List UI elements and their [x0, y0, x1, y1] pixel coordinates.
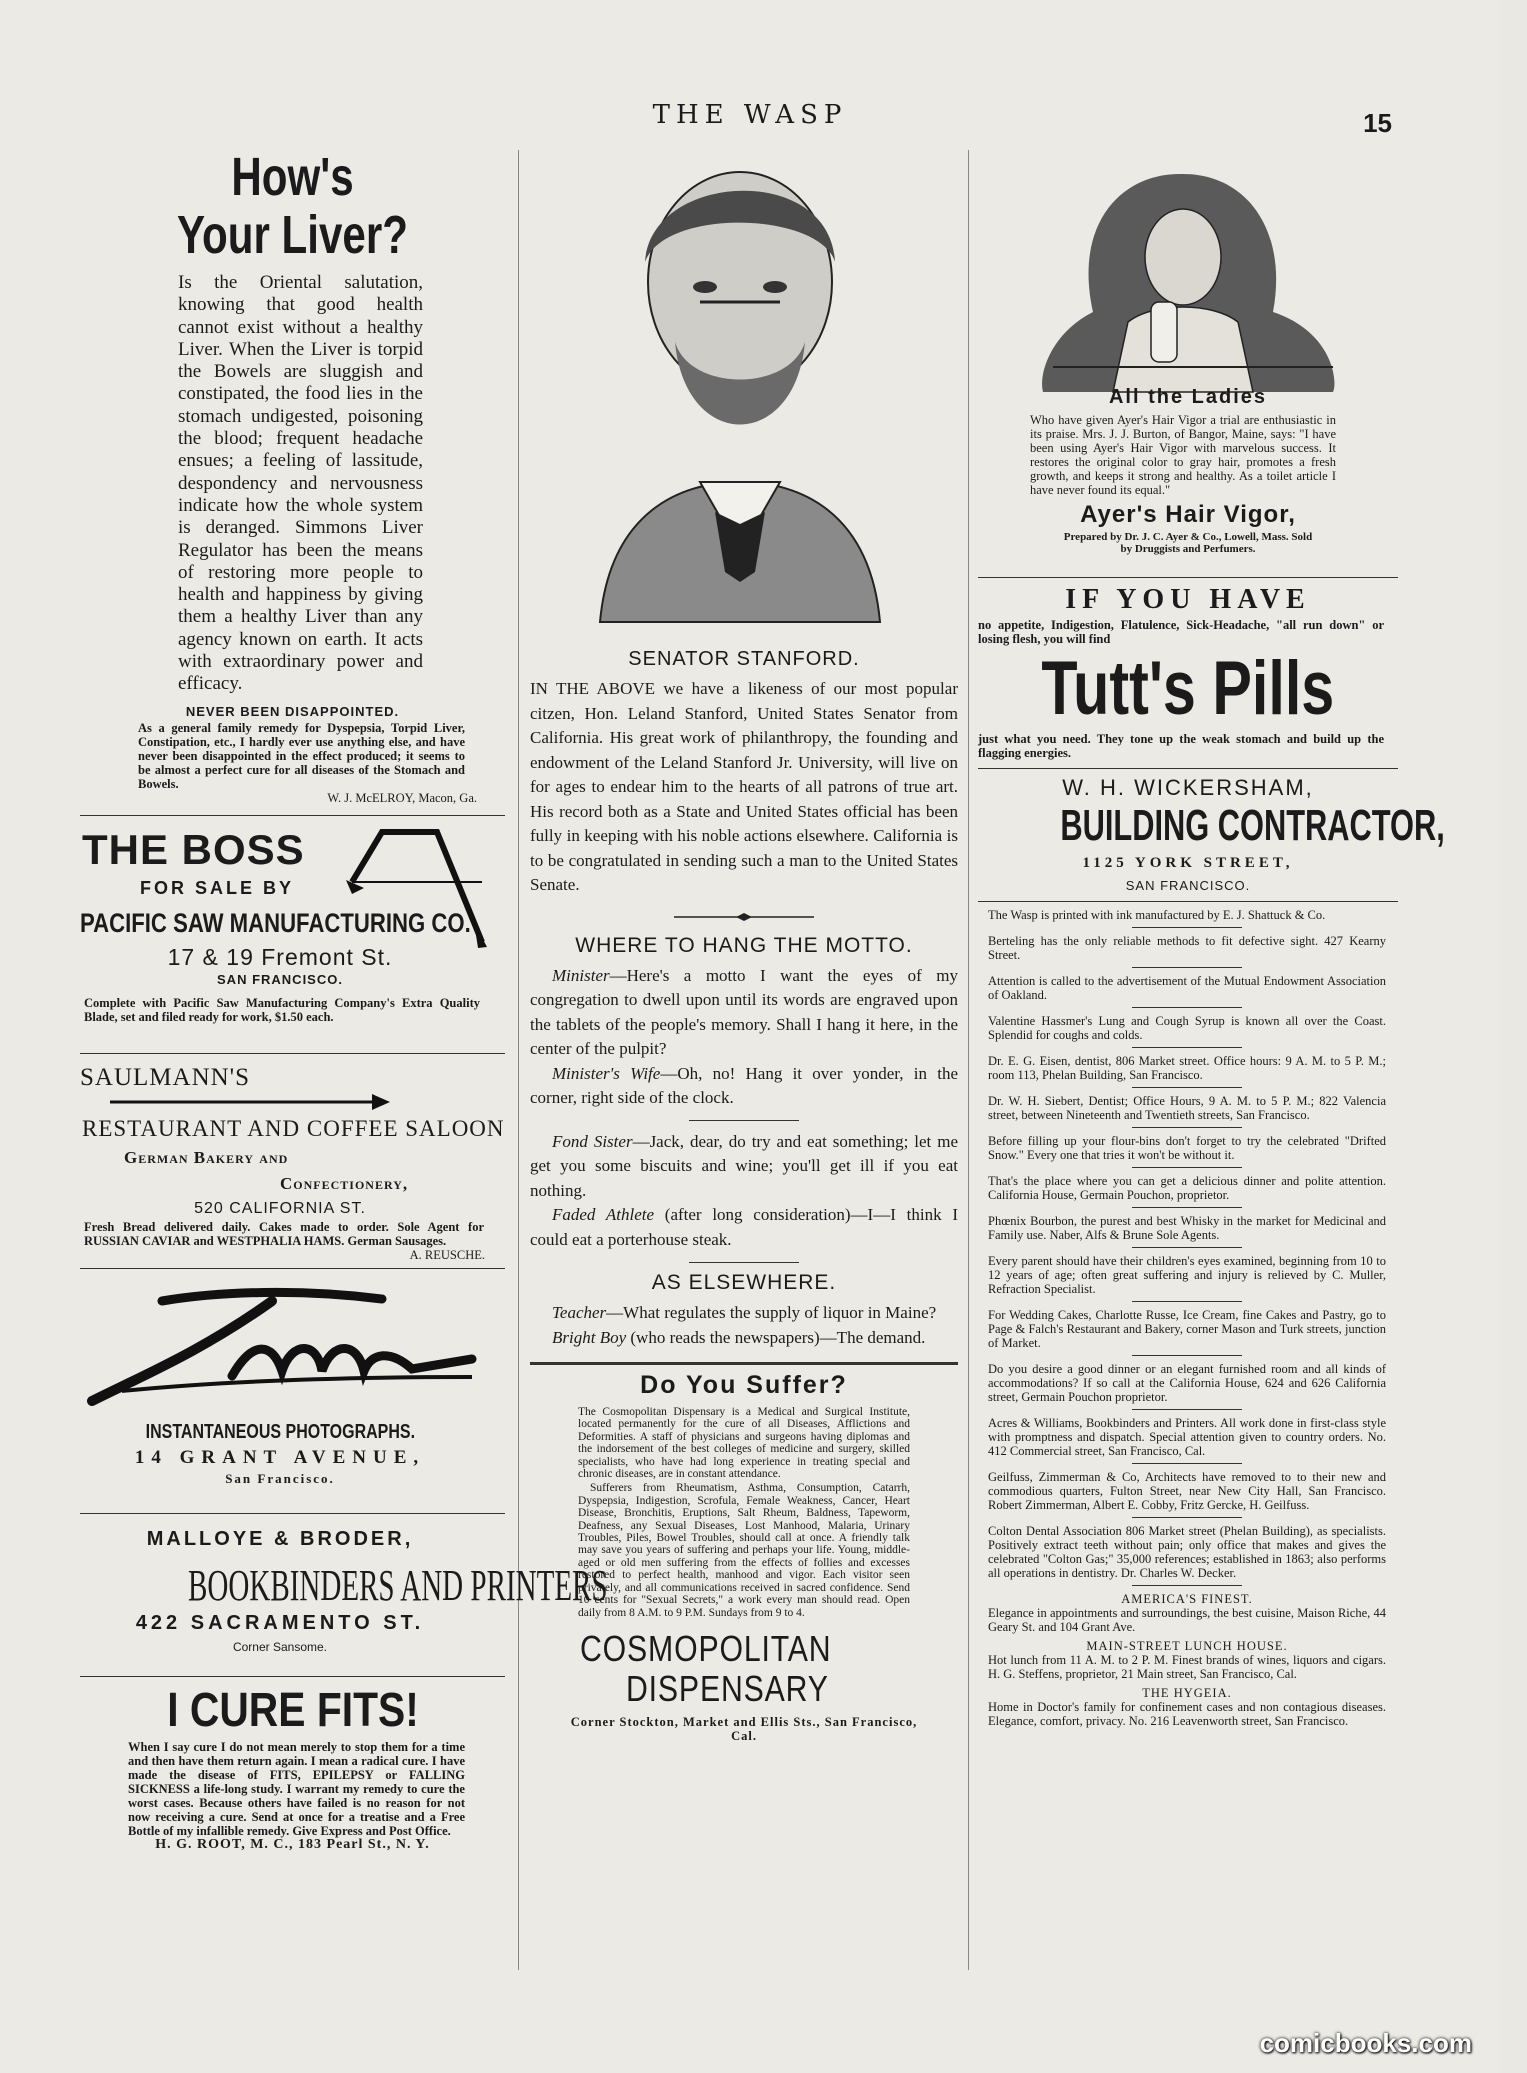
- elsewhere-text-2: (who reads the newspapers)—The demand.: [626, 1327, 926, 1347]
- motto-speaker-4: Faded Athlete: [552, 1205, 655, 1224]
- elsewhere-speaker-1: Teacher: [552, 1303, 607, 1322]
- tutt-line2: no appetite, Indigestion, Flatulence, Sick-Headache, "all run down" or losing flesh, you will find: [978, 618, 1384, 646]
- motto-speaker-1: Minister: [552, 965, 610, 985]
- suffer-heading: Do You Suffer?: [640, 1371, 848, 1399]
- motto-speaker-2: Minister's Wife: [552, 1063, 661, 1083]
- center-column: [530, 140, 958, 1970]
- lunch-body: Hot lunch from 11 A. M. to 2 P. M. Finest brands of wines, liquors and cigars. H. G. Steffens, proprietor, 21 Main street, San Francisco, Cal.: [988, 1653, 1386, 1681]
- thors-ad: [80, 1275, 505, 1507]
- divider: [1132, 1463, 1242, 1464]
- divider: [1132, 1007, 1242, 1008]
- divider: [1132, 1247, 1242, 1248]
- liver-testimonial: As a general family remedy for Dyspepsia, Torpid Liver, Constipation, etc., I hardly ever use anything else, and have never been disappointed in the effect produced; it seems to be almost a perfect cure for all diseases of the Stomach and Bowels.: [138, 720, 465, 791]
- notice-list: [988, 908, 1386, 1586]
- ornament-divider-icon: [674, 912, 814, 922]
- divider: [1132, 1355, 1242, 1356]
- suffer-ad: [530, 1371, 958, 1743]
- saulmann-line3: Confectionery,: [280, 1173, 409, 1193]
- malloye-line3: 422 SACRAMENTO ST.: [135, 1611, 425, 1634]
- notice-item: The Wasp is printed with ink manufactured by E. J. Shattuck & Co.: [988, 908, 1326, 922]
- motto-text-4: (after long consideration)—I—I think I could eat a porterhouse steak.: [530, 1205, 958, 1249]
- motto-text-3: —Jack, dear, do try and eat something; let me get you some biscuits and wine; you'll get ill if you eat nothing.: [530, 1131, 958, 1200]
- divider: [80, 1513, 505, 1514]
- elsewhere-text-1: —What regulates the supply of liquor in Maine?: [606, 1303, 937, 1322]
- boss-title: THE BOSS: [82, 825, 305, 873]
- notice-item: Dr. W. H. Siebert, Dentist; Office Hours, 9 A. M. to 5 P. M.; 822 Valencia street, between Nineteenth and Twentieth streets, San Francisco.: [988, 1094, 1386, 1122]
- divider: [80, 1268, 505, 1269]
- saulmann-address: 520 CALIFORNIA ST.: [194, 1199, 366, 1217]
- malloye-line1: MALLOYE & BRODER,: [146, 1527, 414, 1550]
- notice-item: Before filling up your flour-bins don't forget to try the celebrated "Drifted Snow." Every one that tries it won't be without it.: [988, 1134, 1386, 1162]
- notice-item: Dr. E. G. Eisen, dentist, 806 Market street. Office hours: 9 A. M. to 5 P. M.; room 113, Phelan Building, San Francisco.: [988, 1054, 1386, 1082]
- notice-item: Acres & Williams, Bookbinders and Printers. All work done in first-class style with promptness and dispatch. Special attention given to country orders. No. 412 Commercial street, San Francisco, Cal.: [988, 1416, 1386, 1458]
- elsewhere-speaker-2: Bright Boy: [552, 1327, 627, 1347]
- divider: [1132, 1207, 1242, 1208]
- fits-ad: [80, 1683, 505, 1852]
- divider: [80, 1053, 505, 1054]
- notice-item: Attention is called to the advertisement of the Mutual Endowment Association of Oakland.: [988, 974, 1386, 1002]
- boss-for-sale: FOR SALE BY: [140, 877, 295, 898]
- ayer-product: Ayer's Hair Vigor,: [1080, 501, 1296, 528]
- notice-item: Phœnix Bourbon, the purest and best Whisky in the market for Medicinal and Family use. Naber, Alfs & Brune Sole Agents.: [988, 1214, 1386, 1242]
- divider: [1132, 1127, 1242, 1128]
- divider: [978, 901, 1398, 902]
- finest-body: Elegance in appointments and surroundings, the best cuisine, Maison Riche, 44 Geary St. and 104 Grant Ave.: [988, 1606, 1386, 1634]
- malloye-ad: [80, 1520, 608, 1670]
- page-number: 15: [1363, 108, 1392, 138]
- thors-signature-logo: [82, 1281, 482, 1411]
- notice-item: Every parent should have their children's eyes examined, beginning from 10 to 12 years of age; often great suffering and injury is relieved by C. Muller, Refraction Specialist.: [988, 1254, 1386, 1296]
- notice-item: Valentine Hassmer's Lung and Cough Syrup is known all over the Coast. Splendid for coughs and colds.: [988, 1014, 1386, 1042]
- divider: [80, 1676, 505, 1677]
- fits-body: When I say cure I do not mean merely to stop them for a time and then have them return again. I mean a radical cure. I have made the disease of FITS, EPILEPSY or FALLING SICKNESS a life-long study. I warrant my remedy to cure the worst cases. Because others have failed is no reason for not now receiving a cure. Send at once for a treatise and a Free Bottle of my infallible remedy. Give Express and Post Office.: [128, 1739, 465, 1838]
- boss-city: SAN FRANCISCO.: [217, 971, 343, 987]
- boss-note: Complete with Pacific Saw Manufacturing Company's Extra Quality Blade, set and filed ready for work, $1.50 each.: [84, 995, 480, 1024]
- elsewhere-story: [530, 1301, 958, 1350]
- wickersham-city: SAN FRANCISCO.: [1125, 878, 1251, 893]
- divider: [1132, 1517, 1242, 1518]
- suffer-logo-1: COSMOPOLITAN: [580, 1627, 832, 1669]
- boss-company: PACIFIC SAW MANUFACTURING CO.: [80, 907, 471, 938]
- column-rule-left: [518, 150, 519, 1970]
- motto-text-1: —Here's a motto I want the eyes of my congregation to dwell upon until its words are engraved upon the tablets of the people's memory. Shall I hang it here, in the center of the pulpit?: [530, 965, 958, 1058]
- elsewhere-heading: AS ELSEWHERE.: [651, 1271, 837, 1294]
- divider: [689, 1120, 799, 1121]
- notice-item: Do you desire a good dinner or an elegant furnished room and all kinds of accommodations? If so call at the California House, 624 and 626 California street, Germain Pouchon proprietor.: [988, 1362, 1386, 1404]
- divider: [80, 815, 505, 816]
- page-header: THE WASP: [652, 100, 848, 130]
- divider: [530, 1362, 958, 1365]
- notice-item: For Wedding Cakes, Charlotte Russe, Ice Cream, fine Cakes and Pastry, go to Page & Falch's Restaurant and Bakery, corner Mason and Turk streets, junction of Market.: [988, 1308, 1386, 1350]
- liver-body: Is the Oriental salutation, knowing that good health cannot exist without a healthy Liver. When the Liver is torpid the Bowels are sluggish and constipated, the food lies in the stomach undigested, poisoning the blood; frequent headache ensues; a feeling of lassitude, despondency and nervousness indicate how the whole system is deranged. Simmons Liver Regulator has been the means of restoring more people to health and happiness by giving them a healthy Liver than any agency known on earth. It acts with extraordinary power and efficacy.: [178, 272, 423, 695]
- tutt-line1: IF YOU HAVE: [1065, 584, 1311, 615]
- fits-title: I CURE FITS!: [166, 1683, 419, 1737]
- lady-illustration-icon: [1033, 162, 1343, 392]
- hygeia-heading: THE HYGEIA.: [1142, 1686, 1232, 1700]
- stanford-caption: SENATOR STANFORD.: [628, 648, 860, 670]
- boss-ad: [80, 822, 505, 1047]
- tutt-line3: just what you need. They tone up the weak stomach and build up the flagging energies.: [978, 732, 1384, 760]
- divider: [1132, 1087, 1242, 1088]
- liver-ad: [80, 148, 505, 805]
- finest-heading: AMERICA'S FINEST.: [1121, 1592, 1253, 1606]
- liver-subhead: NEVER BEEN DISAPPOINTED.: [185, 703, 400, 719]
- wickersham-name: W. H. WICKERSHAM,: [1062, 775, 1314, 800]
- tutt-title: Tutt's Pills: [1041, 646, 1335, 731]
- liver-heading-1: How's: [231, 147, 354, 207]
- notice-item: Geilfuss, Zimmerman & Co, Architects have removed to to their new and commodious quarters, Fulton Street, near New City Hall, San Francisco. Robert Zimmerman, Albert E. Cobby, Fritz Gercke, H. Geilfuss.: [988, 1470, 1386, 1512]
- motto-text-2: —Oh, no! Hang it over yonder, in the corner, right side of the clock.: [530, 1063, 958, 1107]
- suffer-logo-2: DISPENSARY: [626, 1667, 829, 1709]
- wickersham-address: 1125 YORK STREET,: [1082, 855, 1294, 871]
- divider: [1132, 967, 1242, 968]
- divider: [1132, 1047, 1242, 1048]
- suffer-address: Corner Stockton, Market and Ellis Sts., San Francisco, Cal.: [570, 1714, 918, 1743]
- suffer-p2: Sufferers from Rheumatism, Asthma, Consumption, Catarrh, Dyspepsia, Indigestion, Scrofula, Female Weakness, Cancer, Heart Disease, Bronchitis, Eruptions, Salt Rheum, Baldness, Tapeworm, Deafness, any Sexual Diseases, Lost Manhood, Malaria, Urinary Troubles, Piles, Bowel Troubles, should call at once. A friendly talk may save you years of suffering and perhaps your life. Young, middle-aged or old men suffering from the effects of follies and excesses restored to perfect health, manhood and vigor. Each visitor seen privately, and all communications received in sacred confidence. Send 10 cents for "Sexual Secrets," a work every man should read. Open daily from 8 A.M. to 9 P.M. Sundays from 9 to 4.: [578, 1482, 910, 1619]
- divider: [1132, 1301, 1242, 1302]
- lunch-heading: MAIN-STREET LUNCH HOUSE.: [1086, 1639, 1288, 1653]
- hygeia-body: Home in Doctor's family for confinement cases and non contagious diseases. Elegance, comfort, privacy. No. 216 Leavenworth street, San Francisco.: [988, 1700, 1386, 1728]
- motto-story: [530, 964, 958, 1253]
- wickersham-title: BUILDING CONTRACTOR,: [1060, 801, 1445, 850]
- suffer-p1: The Cosmopolitan Dispensary is a Medical and Surgical Institute, located permanently for the cure of all Diseases, Afflictions and Deformities. A staff of physicians and surgeons having diplomas and the indorsement of the best colleges of medicine and surgery, skilled specialists, who have had long experience in treating special and chronic diseases, are in constant attendance.: [578, 1406, 910, 1481]
- liver-signature: W. J. McELROY, Macon, Ga.: [327, 790, 477, 805]
- saulmann-proprietor: A. REUSCHE.: [409, 1247, 485, 1262]
- divider: [1132, 927, 1242, 928]
- saulmann-note: Fresh Bread delivered daily. Cakes made to order. Sole Agent for RUSSIAN CAVIAR and WESTPHALIA HAMS. German Sausages.: [84, 1219, 484, 1248]
- boss-address: 17 & 19 Fremont St.: [167, 943, 393, 970]
- divider: [1132, 1409, 1242, 1410]
- saulmann-line2: German Bakery and: [124, 1147, 289, 1167]
- fits-signature: H. G. ROOT, M. C., 183 Pearl St., N. Y.: [155, 1836, 430, 1852]
- thors-line1: INSTANTANEOUS PHOTOGRAPHS.: [145, 1420, 415, 1443]
- motto-speaker-3: Fond Sister: [552, 1131, 633, 1151]
- right-column: [978, 140, 1445, 1970]
- divider: [978, 577, 1398, 578]
- senator-portrait-icon: [590, 152, 890, 642]
- thors-line3: San Francisco.: [225, 1470, 335, 1486]
- notice-item: Colton Dental Association 806 Market street (Phelan Building), as specialists. Positively extract teeth without pain; only office that makes and gives the celebrated "Colton Gas;" 35,000 references; established in 1863; also performs all operations in dentistry. Dr. Charles W. Decker.: [988, 1524, 1386, 1580]
- saulmann-ad: [80, 1060, 505, 1262]
- divider: [1132, 1167, 1242, 1168]
- divider: [1132, 1585, 1242, 1586]
- saulmann-name: SAULMANN'S: [80, 1063, 251, 1091]
- divider: [978, 768, 1398, 769]
- motto-heading: WHERE TO HANG THE MOTTO.: [575, 933, 913, 957]
- divider: [689, 1262, 799, 1263]
- watermark: comicbooks.com: [1259, 2028, 1472, 2058]
- ayer-prepared: Prepared by Dr. J. C. Ayer & Co., Lowell, Mass. Sold by Druggists and Perfumers.: [1063, 531, 1313, 555]
- malloye-line4: Corner Sansome.: [232, 1639, 328, 1654]
- notice-item: Berteling has the only reliable methods to fit defective sight. 427 Kearny Street.: [988, 934, 1386, 962]
- liver-heading-2: Your Liver?: [177, 205, 408, 265]
- flourish-icon: [110, 1092, 410, 1112]
- column-rule-right: [968, 150, 969, 1970]
- thors-line2: 14 GRANT AVENUE,: [134, 1446, 426, 1468]
- malloye-line2: BOOKBINDERS AND PRINTERS: [188, 1560, 608, 1610]
- notice-item: That's the place where you can get a delicious dinner and polite attention. California House, Germain Pouchon, proprietor.: [988, 1174, 1386, 1202]
- stanford-body: IN THE ABOVE we have a likeness of our most popular citzen, Hon. Leland Stanford, United States Senator from California. His great work of philanthropy, the founding and endowment of the Leland Stanford Jr. University, will live on for ages to endear him to the hearts of all patrons of true art. His record both as a State and United States official has been fully in keeping with his noble actions elsewhere. California is to be congratulated in sending such a man to the United States Senate.: [530, 679, 958, 894]
- tutt-ad: [978, 584, 1398, 760]
- wickersham-ad: [978, 775, 1445, 893]
- ayer-body: Who have given Ayer's Hair Vigor a trial are enthusiastic in its praise. Mrs. J. J. Burton, of Bangor, Maine, says: "I have been using Ayer's Hair Vigor with marvelous success. It restores the original color to gray hair, promotes a fresh growth, and keeps it strong and healthy. As a toilet article I have never found its equal.": [1030, 413, 1336, 497]
- ayer-heading: All the Ladies: [1108, 386, 1268, 408]
- saulmann-line1: RESTAURANT AND COFFEE SALOON: [82, 1115, 505, 1141]
